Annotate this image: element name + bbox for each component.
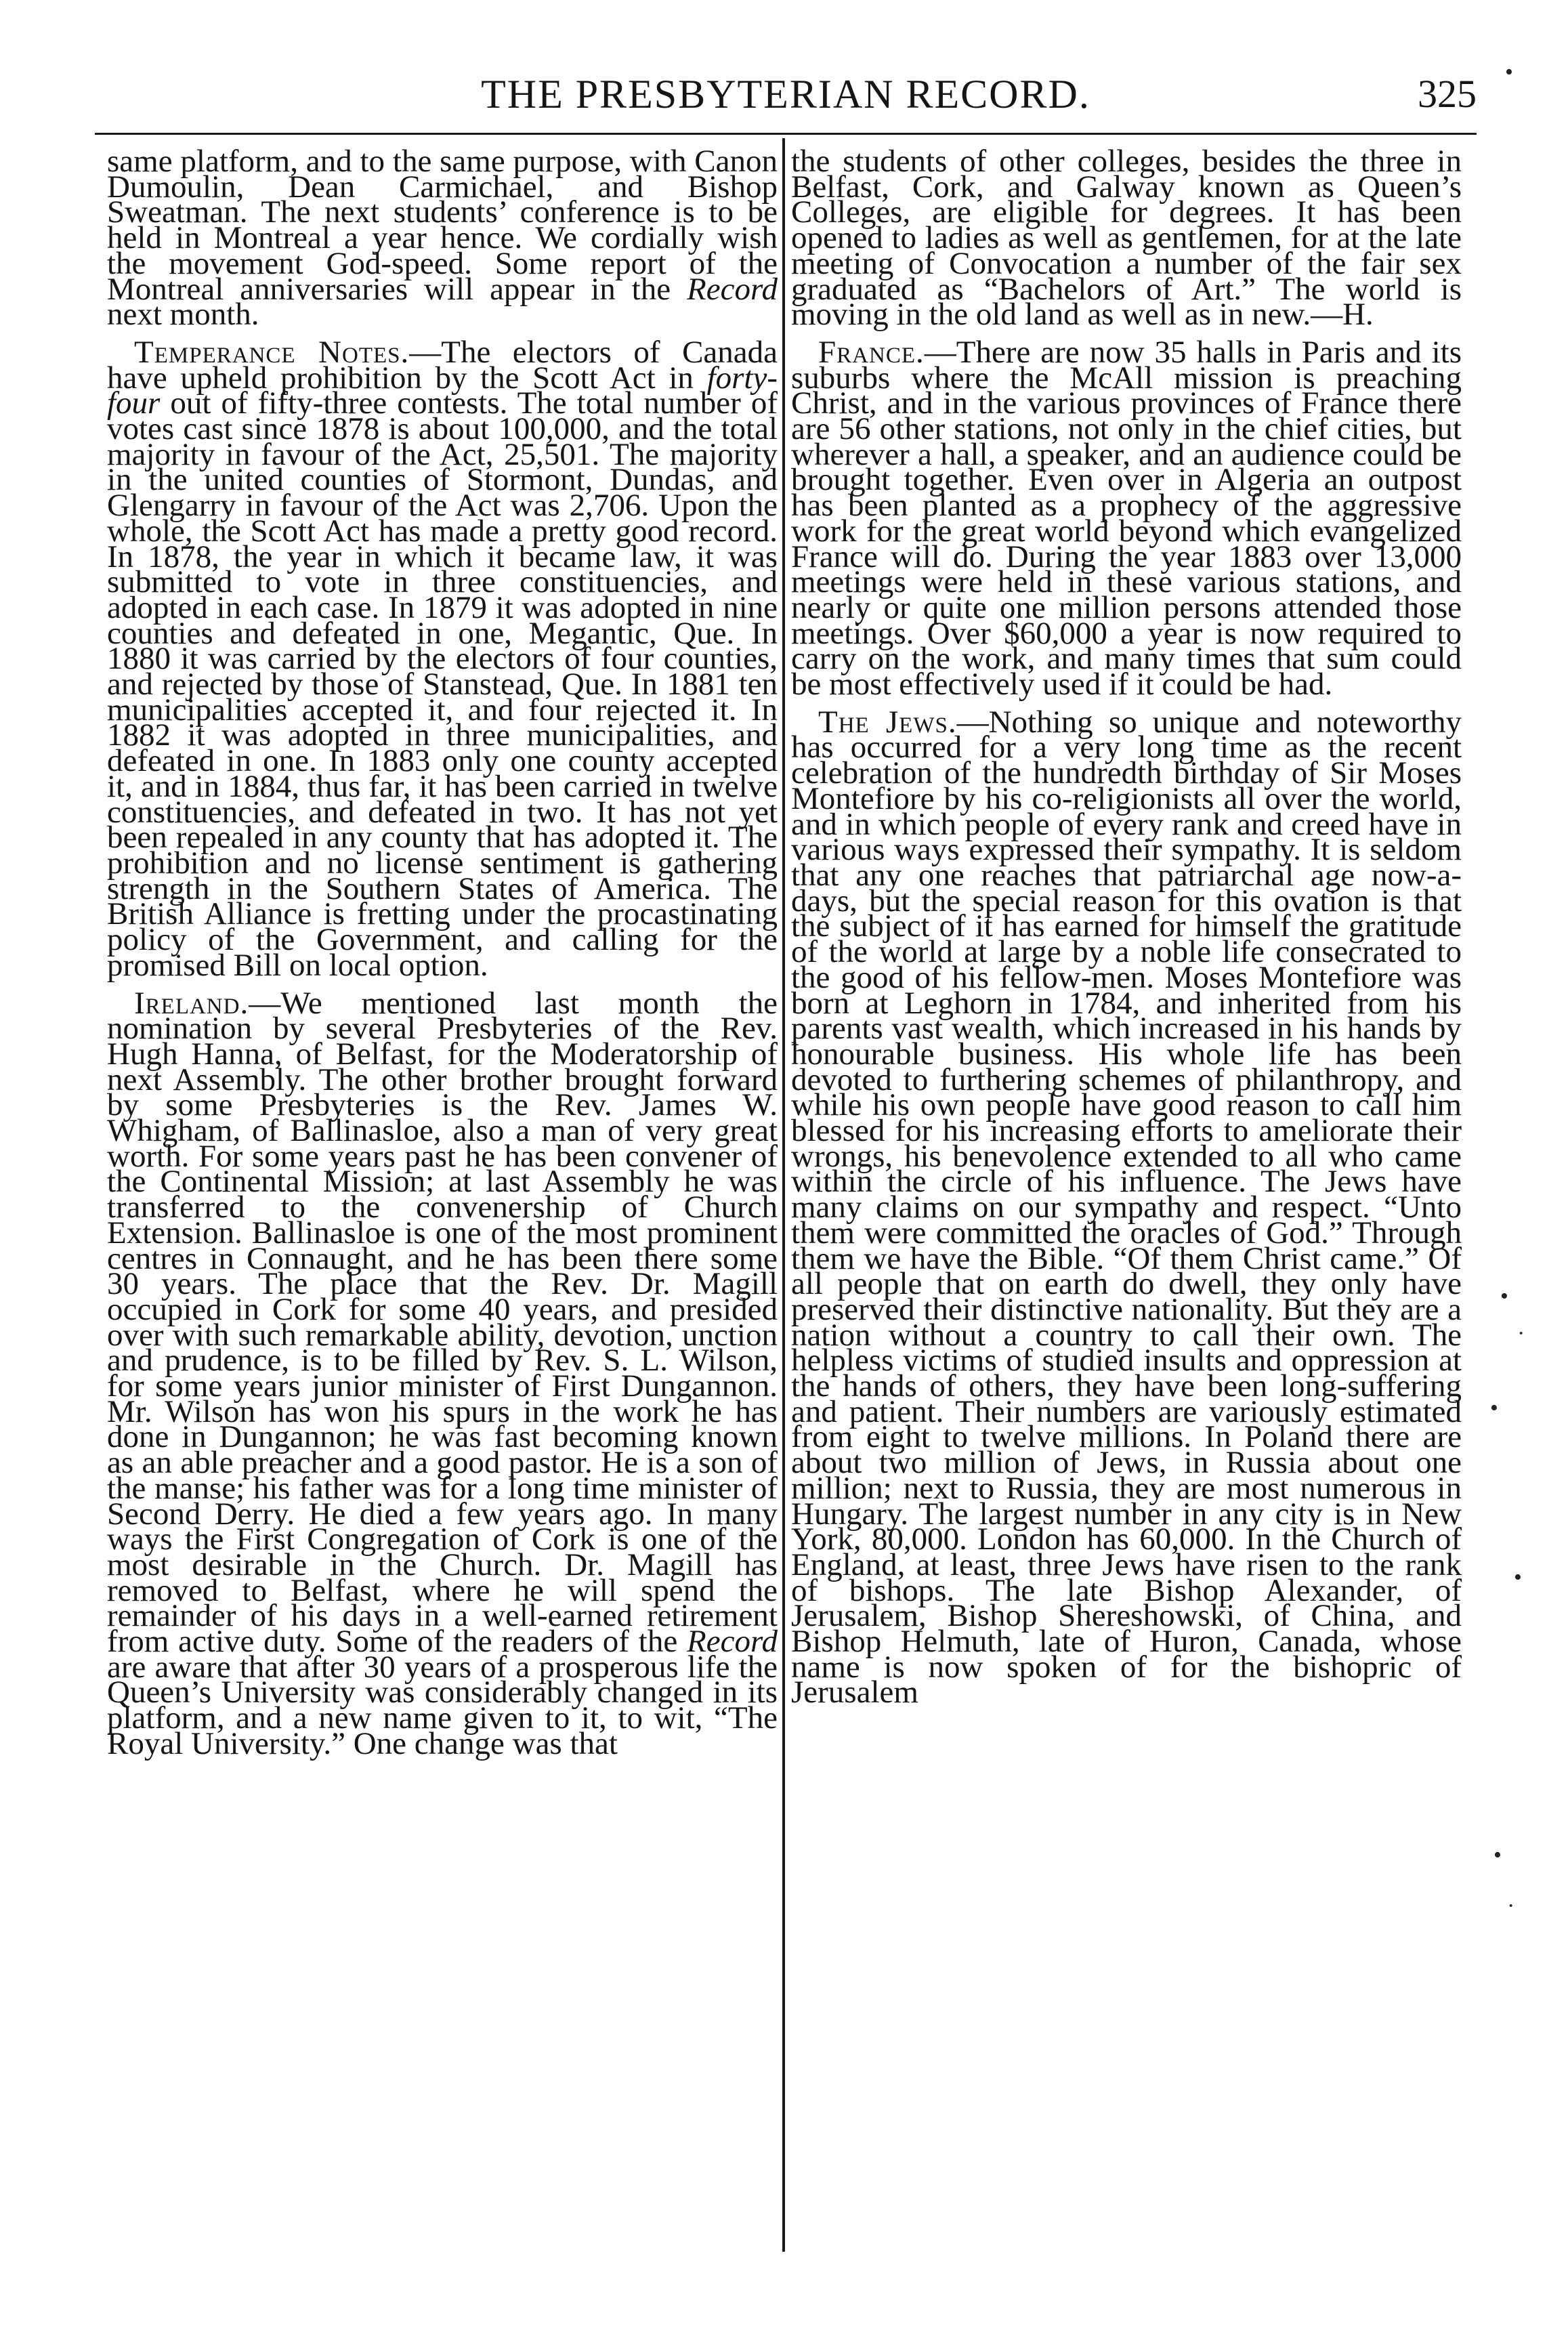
ink-speck: • [1505,60,1513,85]
paragraph-text: —The electors of Canada have upheld prohibition by the Scott Act in [107,334,778,396]
paragraph-jews [791,704,1462,1710]
section-heading-ireland: Ireland. [134,985,249,1021]
paragraph-temperance [107,334,778,983]
emphasis-text: Record [687,1624,778,1660]
paragraph-text: —Nothing so unique and noteworthy has occurred for a very long time as the recent celebration of the hundredth birthday of Sir Moses Montefiore by his co-religionists all over the world, and in which people of every rank and creed have in various ways expressed their sympathy. It is seldom that any one reaches that patriarchal age now-a-days, but the special reason for this ovation is that the subject of it has earned for himself the gratitude of the world at large by a noble life consecrated to the good of his fellow-men. Moses Montefiore was born at Leghorn in 1784, and inherited from his parents vast wealth, which increased in his hands by honourable business. His whole life has been devoted to furthering schemes of philanthropy, and while his own people have good reason to call him blessed for his increasing efforts to ameliorate their wrongs, his benevolence extended to all who came within the circle of his influence. The Jews have many claims on our sympathy and respect. “Unto them were committed the oracles of God.” Through them we have the Bible. “Of them Christ came.” Of all people that on earth do dwell, they only have preserved their distinctive nationality. But they are a nation without a country to call their own. The helpless victims of studied insults and oppression at the hands of others, they have been long-suffering and patient. Their numbers are variously estimated from eight to twelve millions. In Poland there are about two million of Jews, in Russia about one million; next to Russia, they are most numerous in Hungary. The largest number in any city is in New York, 80,000. London has 60,000. In the Church of England, at least, three Jews have risen to the rank of bishops. The late Bishop Alexander, of Jerusalem, Bishop Shereshowski, of China, and Bishop Helmuth, late of Huron, Canada, whose name is now spoken of for the bishopric of Jerusalem [791,704,1462,1710]
ink-speck: • [1500,1284,1508,1309]
paragraph-text: the students of other colleges, besides the three in Belfast, Cork, and Galway known as Queen’s Colleges, are eligible for degrees. It has been opened to ladies as well as gentlemen, for at the late meeting of Convocation a number of the fair sex graduated as “Bachelors of Art.” The world is moving in the old land as well as in new.—H. [791,144,1462,333]
paragraph-france [791,334,1462,702]
paragraph-text: —There are now 35 halls in Paris and its suburbs where the McAll mission is preaching Christ, and in the various provinces of France there are 56 other stations, not only in the chief cities, but wherever a hall, a speaker, and an audience could be brought together. Even over in Algeria an outpost has been planted as a prophecy of the aggressive work for the great world beyond which evangelized France will do. During the year 1883 over 13,000 meetings were held in these various stations, and nearly or quite one million persons attended those meetings. Over $60,000 a year is now required to carry on the work, and many times that sum could be most effectively used if it could be had. [791,334,1462,702]
header-rule [95,133,1477,135]
paragraph-text: out of fifty-three contests. The total number of votes cast since 1878 is about 100,000, and the total majority in favour of the Act, 25,501. The majority in the united counties of Stormont, Dundas, and Glengarry in favour of the Act was 2,706. Upon the whole, the Scott Act has made a pretty good record. In 1878, the year in which it became law, it was submitted to vote in three constituencies, and adopted in each case. In 1879 it was adopted in nine counties and defeated in one, Megantic, Que. In 1880 it was carried by the electors of four counties, and rejected by those of Stanstead, Que. In 1881 ten municipalities accepted it, and four rejected it. In 1882 it was adopted in three municipalities, and defeated in one. In 1883 only one county accepted it, and in 1884, thus far, it has been carried in twelve constituencies, and defeated in two. It has not yet been repealed in any county that has adopted it. The prohibition and no license sentiment is gathering strength in the Southern States of America. The British Alliance is fretting under the procastinating policy of the Government, and calling for the promised Bill on local option. [107,385,778,983]
ink-speck: • [1493,1843,1502,1868]
paragraph-ireland [107,985,778,1761]
ink-speck: · [1517,1321,1525,1346]
paragraph-text: —We mentioned last month the nomination by several Presbyteries of the Rev. Hugh Hanna, of Belfast, for the Moderatorship of next Assembly. The other brother brought forward by some Presbyteries is the Rev. James W. Whigham, of Ballinasloe, also a man of very great worth. For some years past he has been convener of the Continental Mission; at last Assembly he was transferred to the convenership of Church Extension. Ballinasloe is one of the most prominent centres in Connaught, and he has been there some 30 years. The place that the Rev. Dr. Magill occupied in Cork for some 40 years, and presided over with such remarkable ability, devotion, unction and prudence, is to be filled by Rev. S. L. Wilson, for some years junior minister of First Dungannon. Mr. Wilson has won his spurs in the work he has done in Dungannon; he was fast becoming known as an able preacher and a good pastor. He is a son of the manse; his father was for a long time minister of Second Derry. He died a few years ago. In many ways the First Congregation of Cork is one of the most desirable in the Church. Dr. Magill has removed to Belfast, where he will spend the remainder of his days in a well-earned retirement from active duty. Some of the readers of the [107,985,778,1660]
paragraph-continuation [791,144,1462,333]
paragraph-text: same platform, and to the same purpose, with Canon Dumoulin, Dean Carmichael, and Bishop Sweatman. The next students’ conference is to be held in Montreal a year hence. We cordially wish the movement God-speed. Some report of the Montreal anniversaries will appear in the [107,144,778,307]
ink-speck: • [1490,1395,1498,1421]
page-number: 325 [1418,72,1477,116]
page-title: THE PRESBYTERIAN RECORD. [481,72,1090,117]
paragraph-platform [107,144,778,333]
emphasis-text: forty-four [107,360,778,421]
section-heading-france: France. [818,334,925,370]
paragraph-text: next month. [107,297,259,333]
section-heading-jews: The Jews. [818,704,957,740]
section-heading-temperance: Temperance Notes. [134,334,410,370]
right-column [791,144,1462,1710]
column-divider [782,138,785,2252]
running-head [95,70,1477,118]
ink-speck: · [1507,1893,1515,1918]
ink-speck: • [1514,1565,1522,1590]
paragraph-text: are aware that after 30 years of a prosperous life the Queen’s University was considerably changed in its platform, and a new name given to it, to wit, “The Royal University.” One change was that [107,1649,778,1761]
emphasis-text: Record [687,271,778,307]
left-column [107,144,778,1761]
